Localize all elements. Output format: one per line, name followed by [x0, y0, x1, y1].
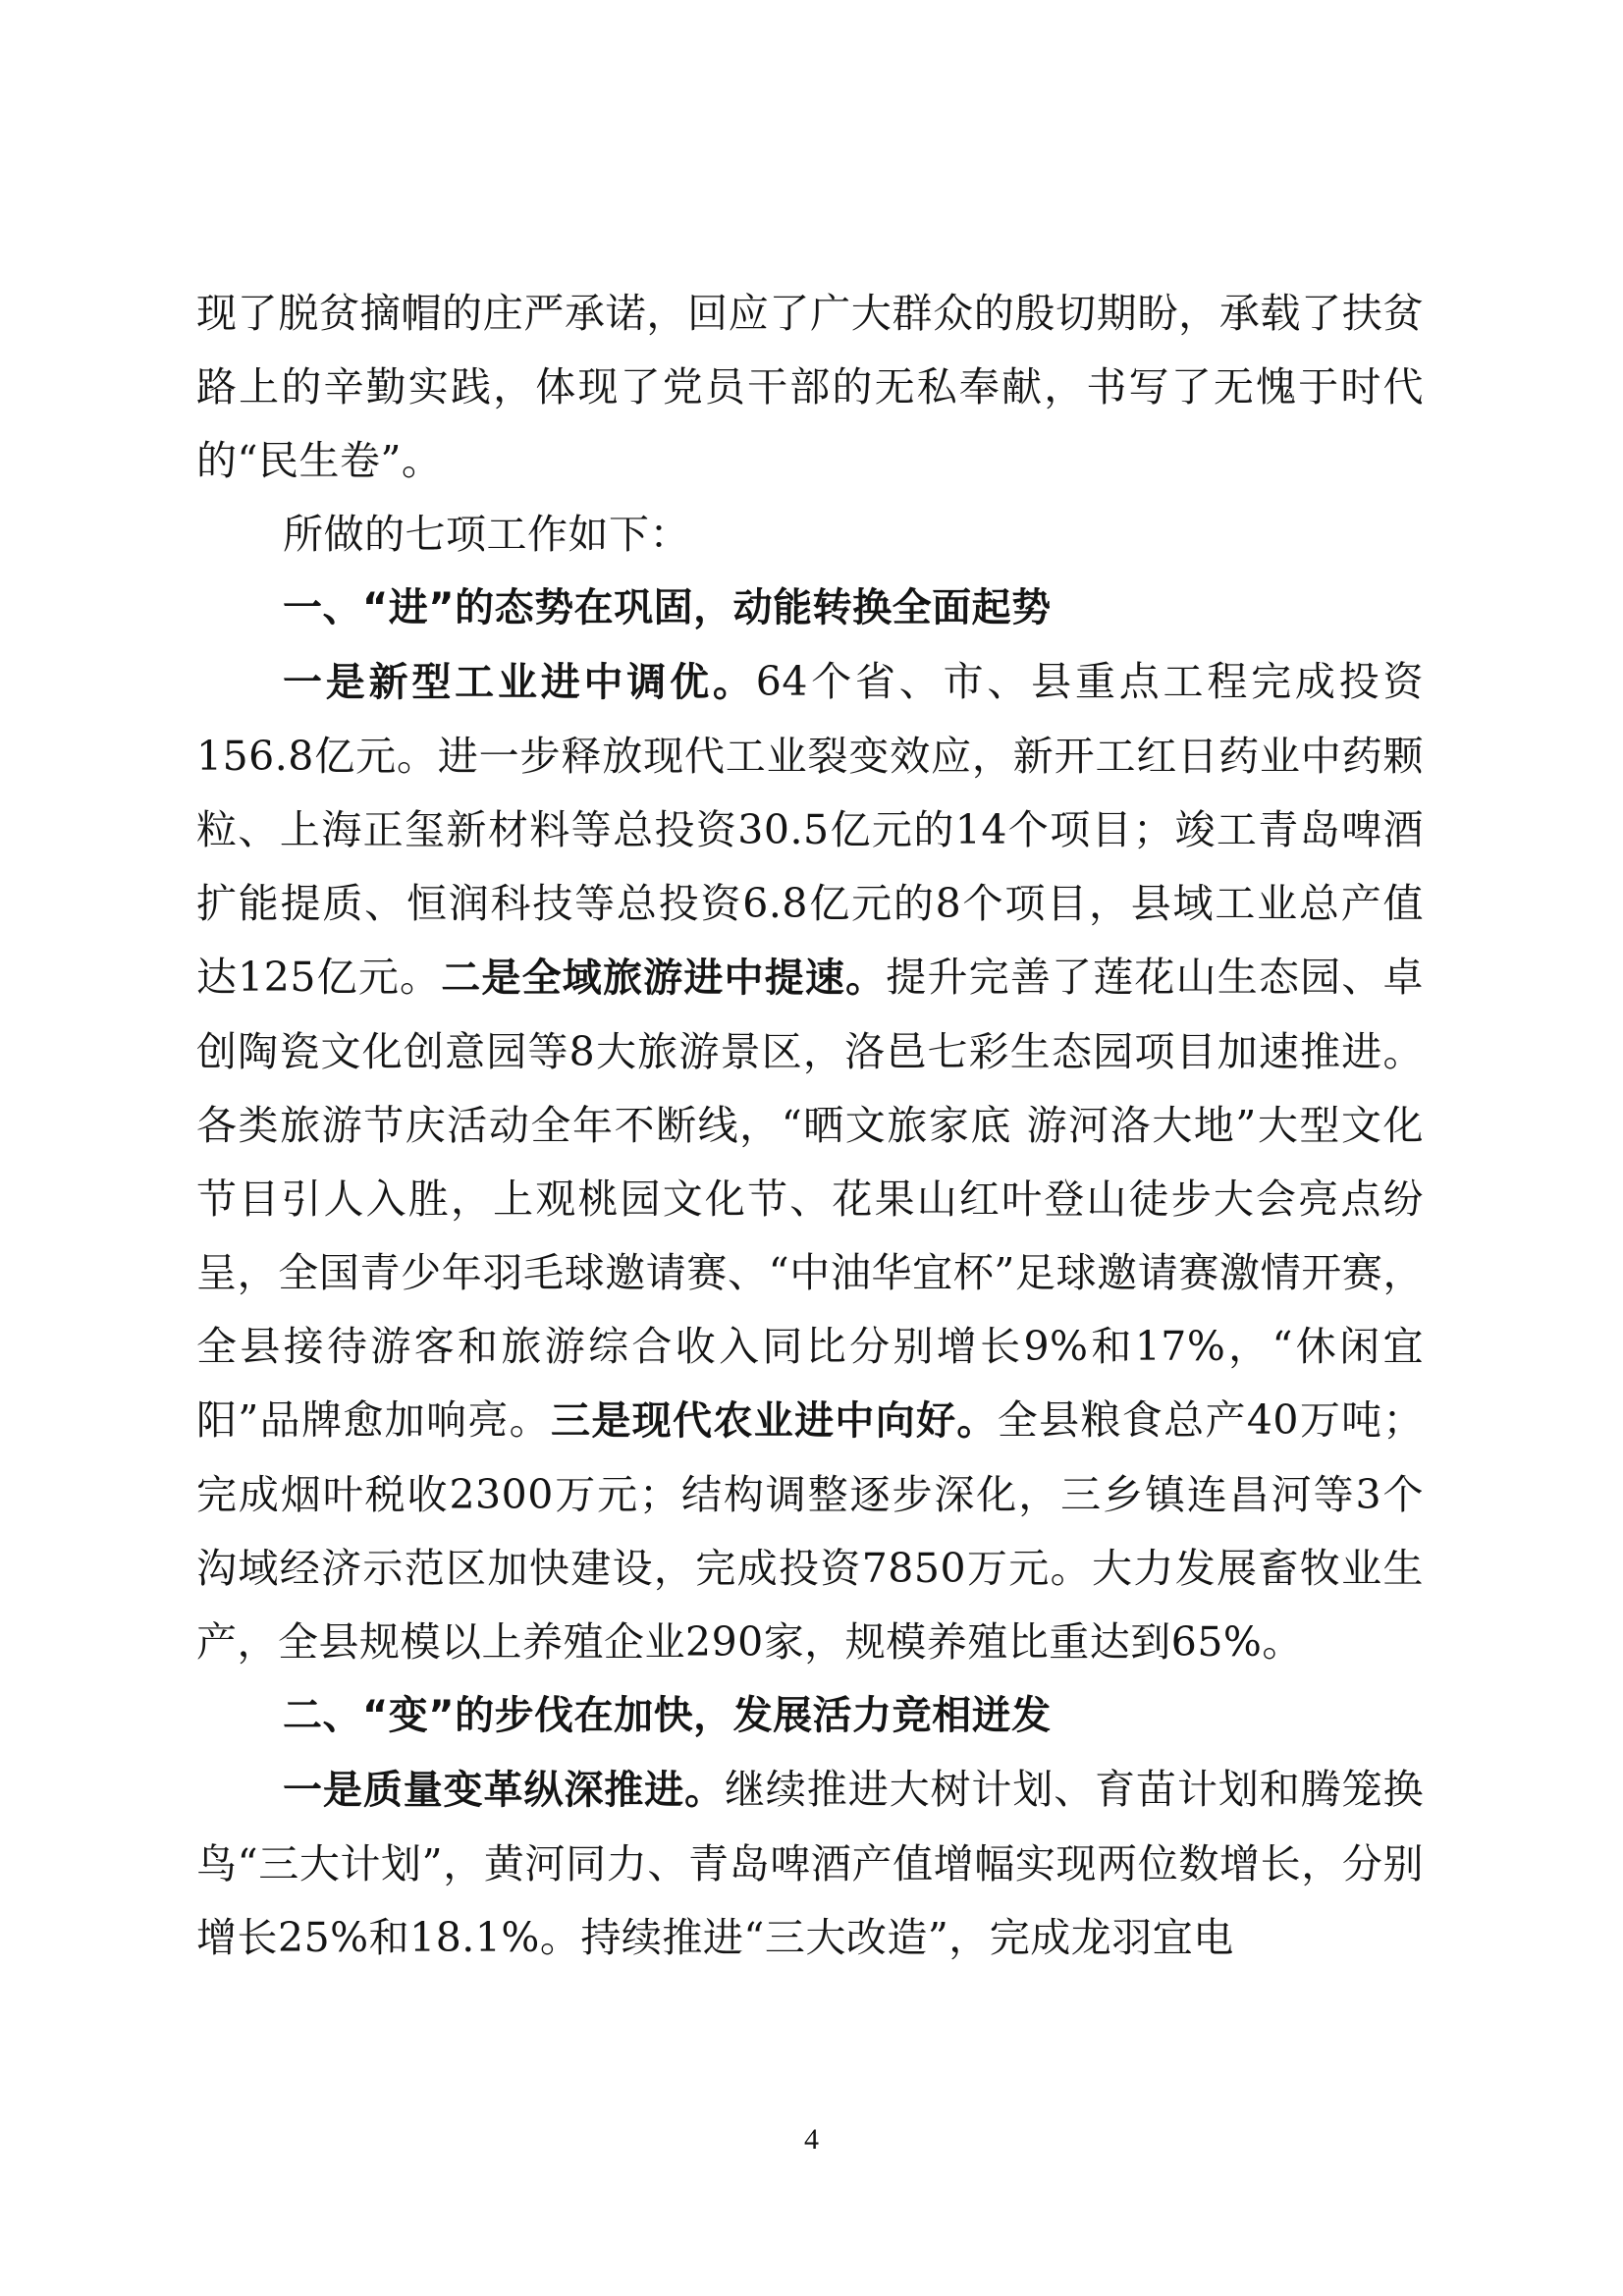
- paragraph: [196, 498, 1424, 572]
- bold-phrase: 一是质量变革纵深推进。: [283, 1768, 725, 1813]
- text-run: 继续推进大树计划、育苗计划和腾笼换鸟“三大计划”，黄河同力、青岛啤酒产值增幅实现两位数增长，分别增长25%和18.1%。持续推进“三大改造”，完成龙羽宜电: [196, 1766, 1425, 1961]
- bold-phrase: 二、“变”的步伐在加快，发展活力竞相迸发: [283, 1693, 1052, 1738]
- text-run: 64个省、市、县重点工程完成投资156.8亿元。进一步释放现代工业裂变效应，新开工红日药业中药颗粒、上海正玺新材料等总投资30.5亿元的14个项目；竣工青岛啤酒扩能提质、恒润科技等总投资6.8亿元的8个项目，县域工业总产值达125亿元。: [196, 658, 1425, 1001]
- text-run: 所做的七项工作如下：: [283, 511, 690, 558]
- body-text: [196, 277, 1424, 1975]
- paragraph: [196, 277, 1424, 498]
- bold-phrase: 一、“进”的态势在巩固，动能转换全面起势: [283, 585, 1052, 630]
- text-run: 提升完善了莲花山生态园、卓创陶瓷文化创意园等8大旅游景区，洛邑七彩生态园项目加速推进。各类旅游节庆活动全年不断线，“晒文旅家底 游河洛大地”大型文化节目引人入胜，上观桃园文化节、花果山红叶登山徒步大会亮点纷呈，全国青少年羽毛球邀请赛、“中油华宜杯”足球邀请赛激情开赛，全县接待游客和旅游综合收入同比分别增长9%和17%，“休闲宜阳”品牌愈加响亮。: [196, 954, 1425, 1444]
- text-run: 现了脱贫摘帽的庄严承诺，回应了广大群众的殷切期盼，承载了扶贫路上的辛勤实践，体现了党员干部的无私奉献，书写了无愧于时代的“民生卷”。: [196, 290, 1424, 484]
- bold-phrase: 二是全域旅游进中提速。: [441, 956, 887, 1001]
- page-number: 4: [804, 2123, 819, 2156]
- paragraph: [196, 645, 1424, 1679]
- section-heading: [196, 572, 1424, 645]
- bold-phrase: 一是新型工业进中调优。: [283, 660, 756, 705]
- text-run: 全县粮食总产40万吨；完成烟叶税收2300万元；结构调整逐步深化，三乡镇连昌河等3个沟域经济示范区加快建设，完成投资7850万元。大力发展畜牧业生产，全县规模以上养殖企业290家，规模养殖比重达到65%。: [196, 1396, 1425, 1666]
- paragraph: [196, 1753, 1424, 1975]
- section-heading: [196, 1679, 1424, 1753]
- bold-phrase: 三是现代农业进中向好。: [551, 1398, 998, 1444]
